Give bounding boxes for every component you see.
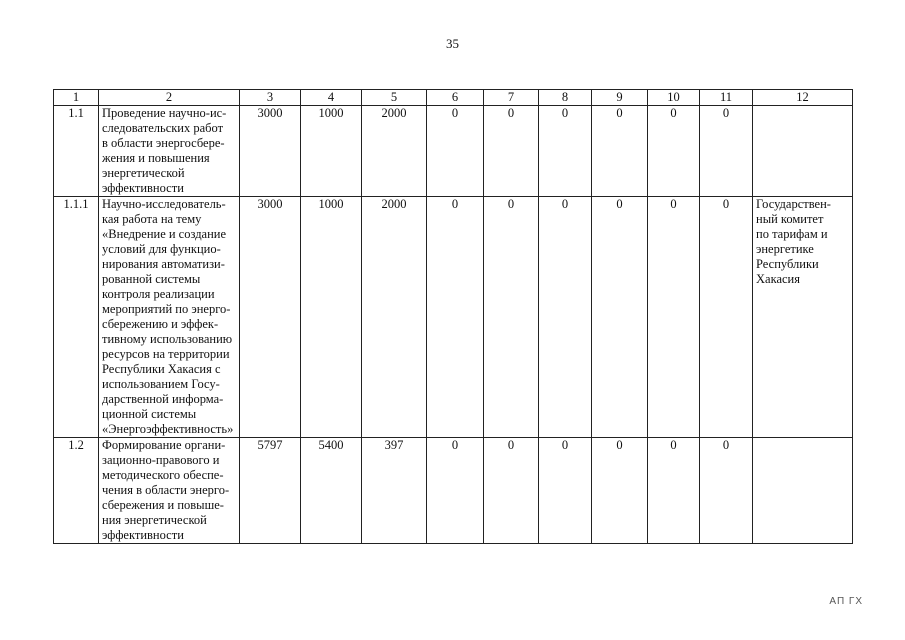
row-name-line: сбережению и эффек- (102, 317, 219, 331)
row-value: 0 (700, 106, 753, 197)
row-name-line: нирования автоматизи- (102, 257, 225, 271)
row-executor (753, 197, 853, 438)
row-value: 0 (539, 438, 592, 544)
row-value: 397 (362, 438, 427, 544)
row-executor-line: ный комитет (756, 212, 824, 226)
row-name-line: Научно-исследователь- (102, 197, 226, 211)
row-value: 0 (700, 197, 753, 438)
row-name-line: чения в области энерго- (102, 483, 230, 497)
row-name-line: рованной системы (102, 272, 201, 286)
row-name-line: «Внедрение и создание (102, 227, 227, 241)
row-value: 0 (484, 106, 539, 197)
row-value: 1000 (301, 106, 362, 197)
row-value: 2000 (362, 197, 427, 438)
row-name-line: контроля реализации (102, 287, 215, 301)
row-value: 0 (539, 106, 592, 197)
row-value: 0 (539, 197, 592, 438)
column-header: 8 (539, 90, 592, 106)
row-executor-line: Государствен- (756, 197, 831, 211)
row-name-line: условий для функцио- (102, 242, 221, 256)
row-value: 0 (484, 438, 539, 544)
header-row (54, 90, 853, 106)
row-name-line: использованием Госу- (102, 377, 220, 391)
row-executor (753, 106, 853, 197)
row-name-line: ресурсов на территории (102, 347, 230, 361)
row-executor-line: энергетике (756, 242, 814, 256)
row-name-line: дарственной информа- (102, 392, 224, 406)
row-name-line: тивному использованию (102, 332, 233, 346)
column-header: 5 (362, 90, 427, 106)
table-body (54, 106, 853, 544)
row-name-line: зационно-правового и (102, 453, 220, 467)
data-table (53, 89, 853, 544)
row-name-line: сбережения и повыше- (102, 498, 224, 512)
row-name-line: Формирование органи- (102, 438, 226, 452)
column-header: 9 (592, 90, 648, 106)
column-header: 2 (99, 90, 240, 106)
column-header: 1 (54, 90, 99, 106)
row-value: 0 (427, 106, 484, 197)
row-value: 5797 (240, 438, 301, 544)
row-value: 0 (648, 106, 700, 197)
row-name-line: Республики Хакасия с (102, 362, 221, 376)
row-code: 1.1.1 (54, 197, 99, 438)
row-name-line: «Энергоэффективность» (102, 422, 234, 436)
row-value: 0 (592, 106, 648, 197)
column-header: 12 (753, 90, 853, 106)
row-value: 1000 (301, 197, 362, 438)
row-executor-line: по тарифам и (756, 227, 828, 241)
table-row (54, 197, 853, 438)
footer-mark: АП ГХ (829, 596, 863, 607)
row-value: 0 (427, 197, 484, 438)
row-value: 0 (648, 197, 700, 438)
row-name-line: энергетической (102, 166, 185, 180)
row-code: 1.1 (54, 106, 99, 197)
column-header: 11 (700, 90, 753, 106)
page-number: 35 (446, 36, 459, 51)
row-name-line: мероприятий по энерго- (102, 302, 231, 316)
column-header: 7 (484, 90, 539, 106)
column-header: 10 (648, 90, 700, 106)
row-value: 2000 (362, 106, 427, 197)
row-name-line: следовательских работ (102, 121, 224, 135)
row-name-line: ционной системы (102, 407, 197, 421)
row-name-line: методического обеспе- (102, 468, 224, 482)
row-value: 3000 (240, 197, 301, 438)
row-value: 0 (648, 438, 700, 544)
row-name-line: Проведение научно-ис- (102, 106, 227, 120)
row-value: 5400 (301, 438, 362, 544)
row-name-line: кая работа на тему (102, 212, 202, 226)
row-name (99, 197, 240, 438)
row-executor-line: Хакасия (756, 272, 800, 286)
row-name-line: жения и повышения (102, 151, 210, 165)
table-row (54, 438, 853, 544)
row-name-line: в области энергосбере- (102, 136, 225, 150)
row-code: 1.2 (54, 438, 99, 544)
row-name-line: эффективности (102, 181, 184, 195)
row-value: 3000 (240, 106, 301, 197)
row-value: 0 (700, 438, 753, 544)
row-executor-line: Республики (756, 257, 819, 271)
row-name (99, 438, 240, 544)
row-value: 0 (592, 197, 648, 438)
column-header: 4 (301, 90, 362, 106)
row-name-line: эффективности (102, 528, 184, 542)
row-executor (753, 438, 853, 544)
row-value: 0 (427, 438, 484, 544)
row-value: 0 (484, 197, 539, 438)
row-name-line: ния энергетической (102, 513, 207, 527)
column-header: 3 (240, 90, 301, 106)
column-header: 6 (427, 90, 484, 106)
table-row (54, 106, 853, 197)
row-name (99, 106, 240, 197)
row-value: 0 (592, 438, 648, 544)
